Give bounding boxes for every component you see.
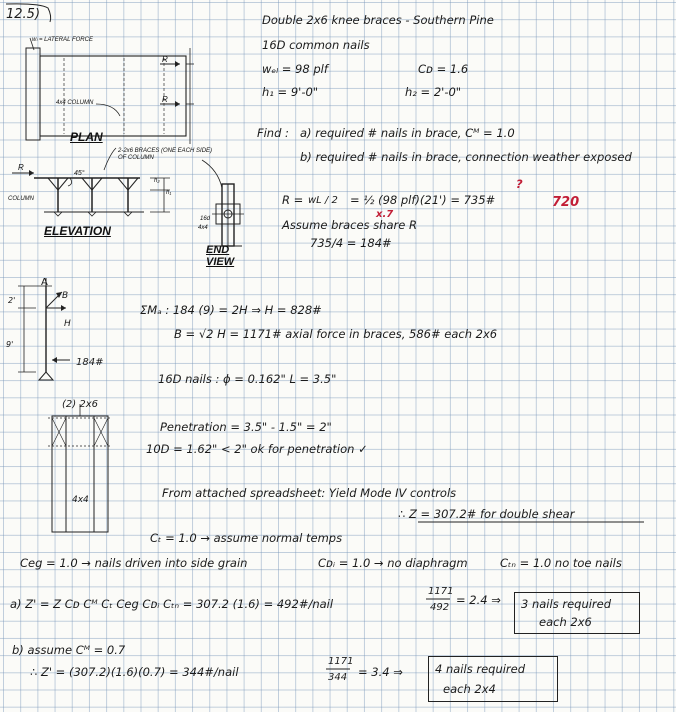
brace-detail-sketch	[42, 396, 122, 536]
header-h1: h₁ = 9'-0"	[262, 85, 319, 99]
moment-eq2: B = √2 H = 1171# axial force in braces, 586# each 2x6	[174, 327, 498, 341]
fbd-b: B	[62, 291, 69, 301]
reaction-eq: = ½ (98 plf)(21') = 735#	[350, 193, 496, 207]
end-view-caption: END VIEW	[206, 244, 235, 268]
fbd-dim2: 2'	[8, 296, 16, 305]
elev-angle: 45°	[74, 170, 85, 177]
column-elev-label: COLUMN	[8, 196, 35, 202]
problem-number: 12.5)	[6, 7, 41, 22]
part-b-answer-box	[428, 656, 558, 702]
end-view-nail: 16d	[200, 216, 211, 222]
reaction-r: R =	[282, 193, 304, 207]
part-a-result: = 2.4 ⇒	[456, 593, 501, 607]
part-a-answer-line2: each 2x6	[539, 615, 592, 629]
reaction-assume: Assume braces share R	[282, 218, 417, 232]
reaction-x72: x.7	[376, 209, 394, 220]
fbd-a: A	[41, 277, 48, 288]
find-b: b) required # nails in brace, connection weather exposed	[300, 150, 632, 164]
end-view-size: 4x4	[198, 225, 208, 231]
elevation-caption: ELEVATION	[44, 224, 111, 238]
part-b-result: = 3.4 ⇒	[358, 665, 403, 679]
fbd-load: 184#	[76, 357, 104, 368]
part-b-eq: ∴ Z' = (307.2)(1.6)(0.7) = 344#/nail	[30, 665, 239, 679]
factor-cdi: Cᴅᵢ = 1.0 → no diaphragm	[318, 556, 468, 570]
part-a-frac-den: 492	[430, 602, 450, 613]
spreadsheet-line2: ∴ Z = 307.2# for double shear	[398, 507, 575, 521]
header-h2: h₂ = 2'-0"	[405, 85, 462, 99]
fbd-dim9: 9'	[6, 340, 14, 349]
header-line1: Double 2x6 knee braces - Southern Pine	[262, 13, 494, 27]
z-underline	[418, 520, 648, 526]
plan-r1: R	[162, 55, 168, 64]
factor-ctn: Cₜₙ = 1.0 no toe nails	[500, 556, 622, 570]
nails-line: 16D nails : ϕ = 0.162" L = 3.5"	[158, 372, 337, 386]
part-b-assume: b) assume Cᴹ = 0.7	[12, 643, 126, 657]
detail-col: 4x4	[72, 495, 89, 505]
elev-h1-dim: h₁	[166, 190, 172, 196]
spreadsheet-line1: From attached spreadsheet: Yield Mode IV controls	[162, 486, 457, 500]
column-label: 4x4 COLUMN	[56, 100, 94, 106]
factor-ceg: Ceg = 1.0 → nails driven into side grain	[20, 556, 248, 570]
reaction-share: 735/4 = 184#	[310, 236, 392, 250]
reaction-frac: wL / 2	[308, 195, 338, 206]
part-b-frac-den: 344	[328, 672, 348, 683]
header-line2: 16D common nails	[262, 38, 370, 52]
plan-caption: PLAN	[70, 130, 103, 144]
part-b-answer-line2: each 2x4	[443, 682, 496, 696]
fbd-h: H	[64, 319, 71, 329]
penetration-line1: Penetration = 3.5" - 1.5" = 2"	[160, 420, 332, 434]
reaction-question: ?	[516, 177, 523, 191]
moment-eq1: ΣMₐ : 184 (9) = 2H ⇒ H = 828#	[140, 303, 322, 317]
part-a-answer-box	[514, 592, 640, 634]
part-a-frac-num: 1171	[428, 586, 454, 597]
elev-h2-dim: h₂	[154, 178, 160, 184]
header-wel: wₑₗ = 98 plf	[262, 62, 328, 76]
braces-note: 2-2x6 BRACES (ONE EACH SIDE) OF COLUMN	[118, 148, 213, 161]
problem-number-bracket	[4, 2, 64, 22]
factor-ct: Cₜ = 1.0 → assume normal temps	[150, 531, 343, 545]
find-label: Find :	[257, 126, 289, 140]
penetration-line2: 10D = 1.62" < 2" ok for penetration ✓	[146, 442, 368, 456]
part-b-answer-line1: 4 nails required	[435, 662, 526, 676]
detail-label: (2) 2x6	[62, 399, 98, 410]
header-cd: Cᴅ = 1.6	[418, 62, 469, 76]
elev-r: R	[18, 163, 24, 172]
part-b-frac-num: 1171	[328, 656, 354, 667]
part-a-answer-line1: 3 nails required	[521, 597, 612, 611]
find-a: a) required # nails in brace, Cᴹ = 1.0	[300, 126, 515, 140]
part-a-eq: a) Z' = Z Cᴅ Cᴹ Cₜ Ceg Cᴅᵢ Cₜₙ = 307.2 (1.6) = 492#/nail	[10, 597, 334, 611]
wl-label: wₗ = LATERAL FORCE	[32, 37, 93, 43]
plan-r2: R	[162, 95, 168, 104]
reaction-red-value: 720	[552, 195, 580, 210]
